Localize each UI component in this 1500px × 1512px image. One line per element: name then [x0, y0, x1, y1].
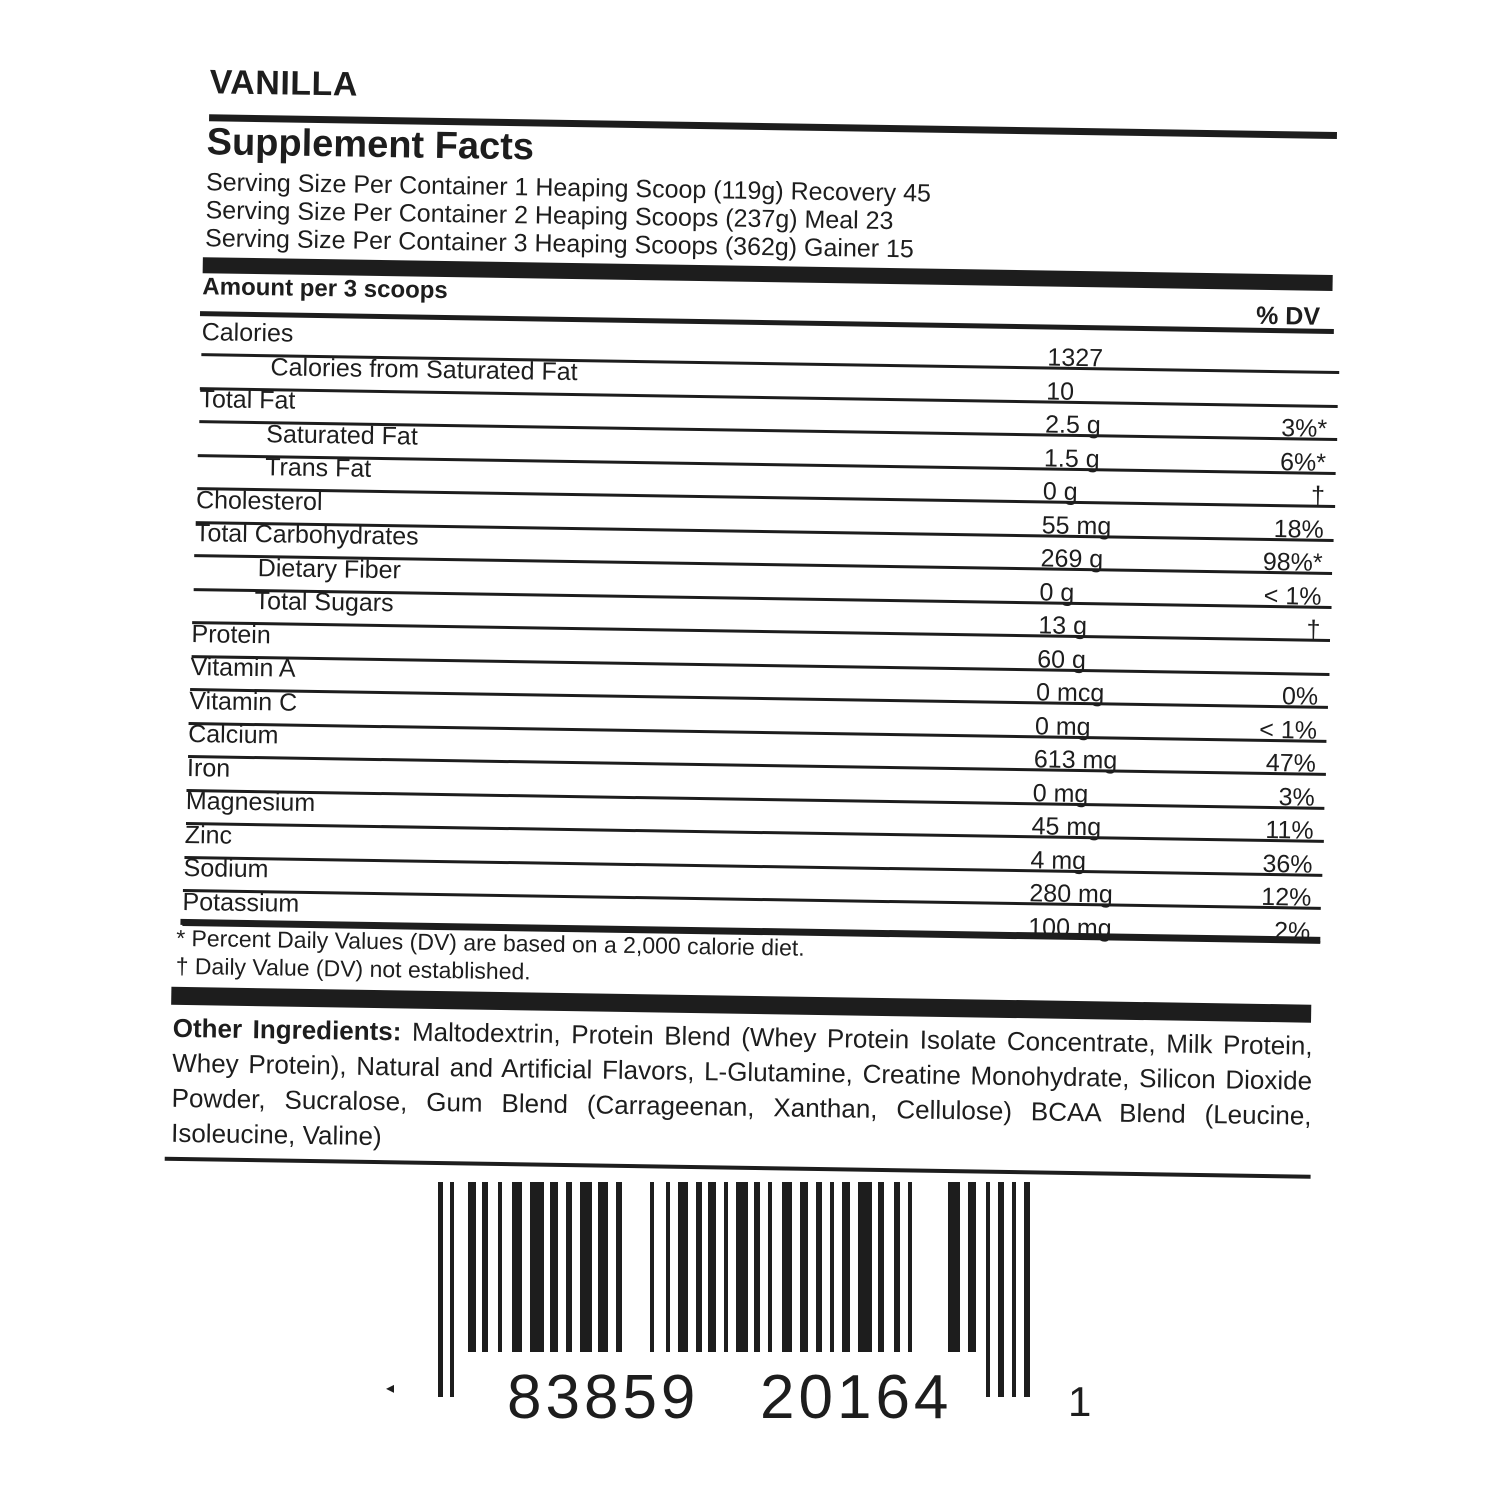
nutrient-amount: 0 mg — [1034, 711, 1091, 741]
barcode-bar — [550, 1182, 558, 1352]
nutrient-amount: 0 mcg — [1035, 678, 1105, 708]
barcode-bar — [708, 1182, 716, 1352]
footnote-dagger: † Daily Value (DV) not established. — [175, 952, 531, 985]
nutrient-name: Vitamin A — [190, 653, 296, 683]
nutrient-dv: † — [1310, 481, 1326, 510]
barcode-bar — [666, 1182, 670, 1352]
barcode-bar — [650, 1182, 654, 1352]
nutrient-amount: 100 mg — [1028, 912, 1112, 943]
nutrient-name: Total Fat — [199, 385, 296, 415]
barcode-bar — [768, 1182, 772, 1352]
nutrient-dv: < 1% — [1263, 581, 1322, 611]
nutrient-name: Calories — [201, 318, 294, 348]
nutrient-amount: 4 mg — [1030, 845, 1087, 875]
panel-title: Supplement Facts — [206, 121, 535, 169]
barcode-bar — [438, 1182, 443, 1397]
nutrient-name: Sodium — [183, 853, 269, 884]
nutrient-amount: 2.5 g — [1044, 410, 1101, 440]
quiet-zone-mark: ◂ — [386, 1380, 395, 1397]
barcode-right-digits: 20164 — [760, 1363, 953, 1432]
nutrient-amount: 0 mg — [1032, 778, 1089, 808]
barcode-bar — [986, 1182, 990, 1397]
amount-header: Amount per 3 scoops — [202, 273, 448, 305]
nutrient-amount: 45 mg — [1031, 812, 1102, 842]
ingredients-text: Maltodextrin, Protein Blend (Whey Protein Isolate Concentrate, Milk Protein, Whey Protein), Natural and Artificial Flavors, L-Glutamine, Creatine Monohydrate, Silicon Dioxide Powder, Sucralose, Gum Blend (Carrageenan, Xanthan, Cellulose) BCAA Blend (Leucine, Isoleucine, Valine) — [170, 1016, 1313, 1152]
nutrient-amount: 13 g — [1038, 611, 1088, 641]
barcode-bar — [754, 1182, 760, 1352]
flavor-name: VANILLA — [209, 63, 359, 104]
footnote-dv: * Percent Daily Values (DV) are based on a 2,000 calorie diet. — [175, 924, 805, 961]
nutrient-name: Vitamin C — [189, 686, 298, 717]
nutrient-name: Saturated Fat — [266, 419, 418, 451]
nutrient-dv: < 1% — [1259, 715, 1318, 745]
ingredients-label: Other Ingredients: — [172, 1012, 402, 1047]
nutrient-amount: 613 mg — [1033, 745, 1118, 775]
barcode-bar — [908, 1182, 912, 1352]
barcode-bar — [858, 1182, 872, 1352]
barcode-bar — [782, 1182, 792, 1352]
barcode-left-digits: 83859 — [507, 1363, 700, 1432]
nutrient-amount: 10 — [1046, 376, 1075, 406]
nutrient-amount: 0 g — [1039, 577, 1075, 607]
nutrient-name: Zinc — [184, 820, 233, 850]
nutrient-name: Potassium — [182, 887, 300, 918]
serving-line-3: Serving Size Per Container 3 Heaping Scoops (362g) Gainer 15 — [204, 224, 915, 264]
barcode-bar — [530, 1182, 544, 1352]
nutrient-amount: 1327 — [1047, 343, 1104, 373]
barcode-bar — [894, 1182, 900, 1352]
barcode-bar — [566, 1182, 572, 1352]
barcode-bar — [482, 1182, 488, 1352]
dv-header: % DV — [1255, 301, 1321, 331]
barcode-bar — [580, 1182, 592, 1352]
nutrient-name: Trans Fat — [264, 453, 372, 483]
barcode-bar — [948, 1182, 960, 1352]
barcode-bar — [450, 1182, 454, 1397]
nutrient-dv: 47% — [1265, 748, 1317, 778]
barcode-bar — [878, 1182, 884, 1352]
barcode-bar — [736, 1182, 748, 1352]
barcode-bar — [724, 1182, 728, 1352]
nutrient-name: Dietary Fiber — [257, 553, 402, 584]
barcode-bar — [1012, 1182, 1016, 1397]
nutrient-dv: 36% — [1262, 849, 1313, 879]
barcode-bar — [830, 1182, 834, 1352]
nutrient-dv: 18% — [1273, 514, 1324, 544]
barcode-bar — [468, 1182, 476, 1352]
nutrient-amount: 0 g — [1042, 477, 1078, 506]
nutrient-dv: 0% — [1281, 682, 1319, 711]
nutrient-dv: 3% — [1278, 782, 1315, 812]
nutrient-dv: 11% — [1265, 815, 1314, 845]
nutrient-amount: 60 g — [1037, 644, 1087, 674]
nutrient-name: Protein — [191, 619, 271, 649]
serving-line-1: Serving Size Per Container 1 Heaping Scoop (119g) Recovery 45 — [205, 168, 932, 208]
nutrient-amount: 55 mg — [1041, 510, 1112, 540]
nutrient-dv: † — [1306, 615, 1321, 644]
barcode-bar — [498, 1182, 502, 1352]
nutrient-name: Calcium — [187, 720, 279, 750]
nutrient-name: Total Carbohydrates — [194, 519, 419, 551]
nutrient-dv: 98%* — [1262, 547, 1323, 577]
barcode-bar — [842, 1182, 850, 1352]
nutrient-name: Cholesterol — [195, 485, 323, 516]
serving-line-2: Serving Size Per Container 2 Heaping Scoops (237g) Meal 23 — [205, 196, 894, 236]
nutrient-amount: 269 g — [1040, 544, 1104, 574]
barcode-bar — [512, 1182, 522, 1352]
nutrient-amount: 1.5 g — [1043, 443, 1100, 473]
other-ingredients — [171, 1011, 1313, 1169]
barcode-bar — [1024, 1182, 1030, 1397]
barcode-bar — [598, 1182, 608, 1352]
nutrient-name: Iron — [186, 753, 231, 783]
barcode-bar — [998, 1182, 1004, 1397]
nutrient-name: Total Sugars — [254, 587, 394, 618]
barcode-bar — [616, 1182, 622, 1352]
barcode-bar — [968, 1182, 976, 1352]
nutrient-dv: 6%* — [1279, 447, 1327, 477]
barcode-bar — [678, 1182, 688, 1352]
nutrient-name: Magnesium — [185, 786, 316, 818]
nutrient-dv: 3%* — [1281, 414, 1328, 443]
nutrient-dv: 12% — [1261, 882, 1312, 912]
barcode-bar — [696, 1182, 702, 1352]
nutrient-dv: 2% — [1273, 916, 1311, 946]
nutrient-name: Calories from Saturated Fat — [270, 352, 578, 386]
barcode-bar — [800, 1182, 808, 1352]
barcode-bar — [816, 1182, 822, 1352]
nutrient-amount: 280 mg — [1029, 879, 1113, 909]
barcode-check-digit: 1 — [1068, 1378, 1092, 1425]
